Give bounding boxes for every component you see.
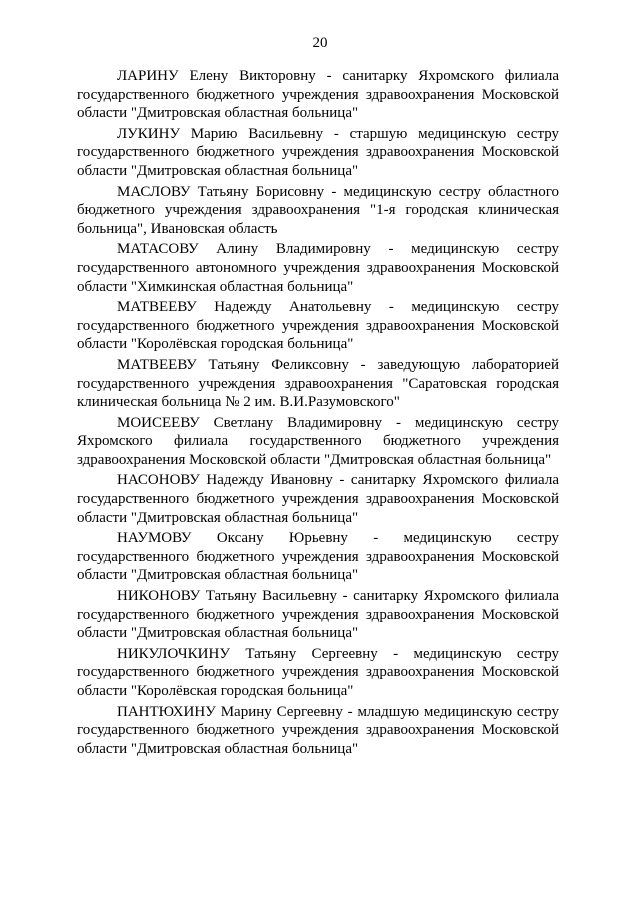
list-item	[77, 183, 559, 239]
list-item	[77, 125, 559, 181]
list-item	[77, 471, 559, 527]
list-item	[77, 414, 559, 470]
list-item	[77, 529, 559, 585]
list-item-text: ПАНТЮХИНУ Марину Сергеевну - младшую медицинскую сестру государственного бюджетного учреждения здравоохранения Московской области "Дмитровская областная больница"	[77, 703, 559, 757]
list-item	[77, 356, 559, 412]
list-item	[77, 645, 559, 701]
list-item-text: НАСОНОВУ Надежду Ивановну - санитарку Яхромского филиала государственного бюджетного учреждения здравоохранения Московской области "Дмитровская областная больница"	[77, 472, 559, 526]
list-item-text: НИКОНОВУ Татьяну Васильевну - санитарку Яхромского филиала государственного бюджетного учреждения здравоохранения Московской области "Дмитровская областная больница"	[77, 588, 559, 642]
list-item-text: МАТАСОВУ Алину Владимировну - медицинскую сестру государственного автономного учреждения здравоохранения Московской области "Химкинская областная больница"	[77, 241, 559, 295]
list-item-text: МАТВЕЕВУ Надежду Анатольевну - медицинскую сестру государственного бюджетного учреждения здравоохранения Московской области "Королёвская городская больница"	[77, 299, 559, 353]
list-item-text: МАСЛОВУ Татьяну Борисовну - медицинскую сестру областного бюджетного учреждения здравоохранения "1-я городская клиническая больница", Ивановская область	[77, 183, 559, 237]
page-number: 20	[312, 35, 328, 51]
list-item	[77, 240, 559, 296]
list-item	[77, 67, 559, 123]
award-list	[77, 67, 559, 760]
list-item-text: ЛУКИНУ Марию Васильевну - старшую медицинскую сестру государственного бюджетного учреждения здравоохранения Московской области "Дмитровская областная больница"	[77, 125, 559, 179]
list-item-text: МОИСЕЕВУ Светлану Владимировну - медицинскую сестру Яхромского филиала государственного бюджетного учреждения здравоохранения Московской области "Дмитровская областная больница"	[77, 414, 559, 468]
list-item	[77, 298, 559, 354]
list-item	[77, 587, 559, 643]
list-item-text: ЛАРИНУ Елену Викторовну - санитарку Яхромского филиала государственного бюджетного учреждения здравоохранения Московской области "Дмитровская областная больница"	[77, 68, 559, 122]
list-item-text: МАТВЕЕВУ Татьяну Феликсовну - заведующую лабораторией государственного учреждения здравоохранения "Саратовская городская клиническая больница № 2 им. В.И.Разумовского"	[77, 356, 559, 411]
list-item-text: НИКУЛОЧКИНУ Татьяну Сергеевну - медицинскую сестру государственного бюджетного учреждения здравоохранения Московской области "Королёвская городская больница"	[77, 645, 559, 699]
list-item	[77, 703, 559, 759]
list-item-text: НАУМОВУ Оксану Юрьевну - медицинскую сестру государственного бюджетного учреждения здравоохранения Московской области "Дмитровская областная больница"	[77, 530, 559, 584]
